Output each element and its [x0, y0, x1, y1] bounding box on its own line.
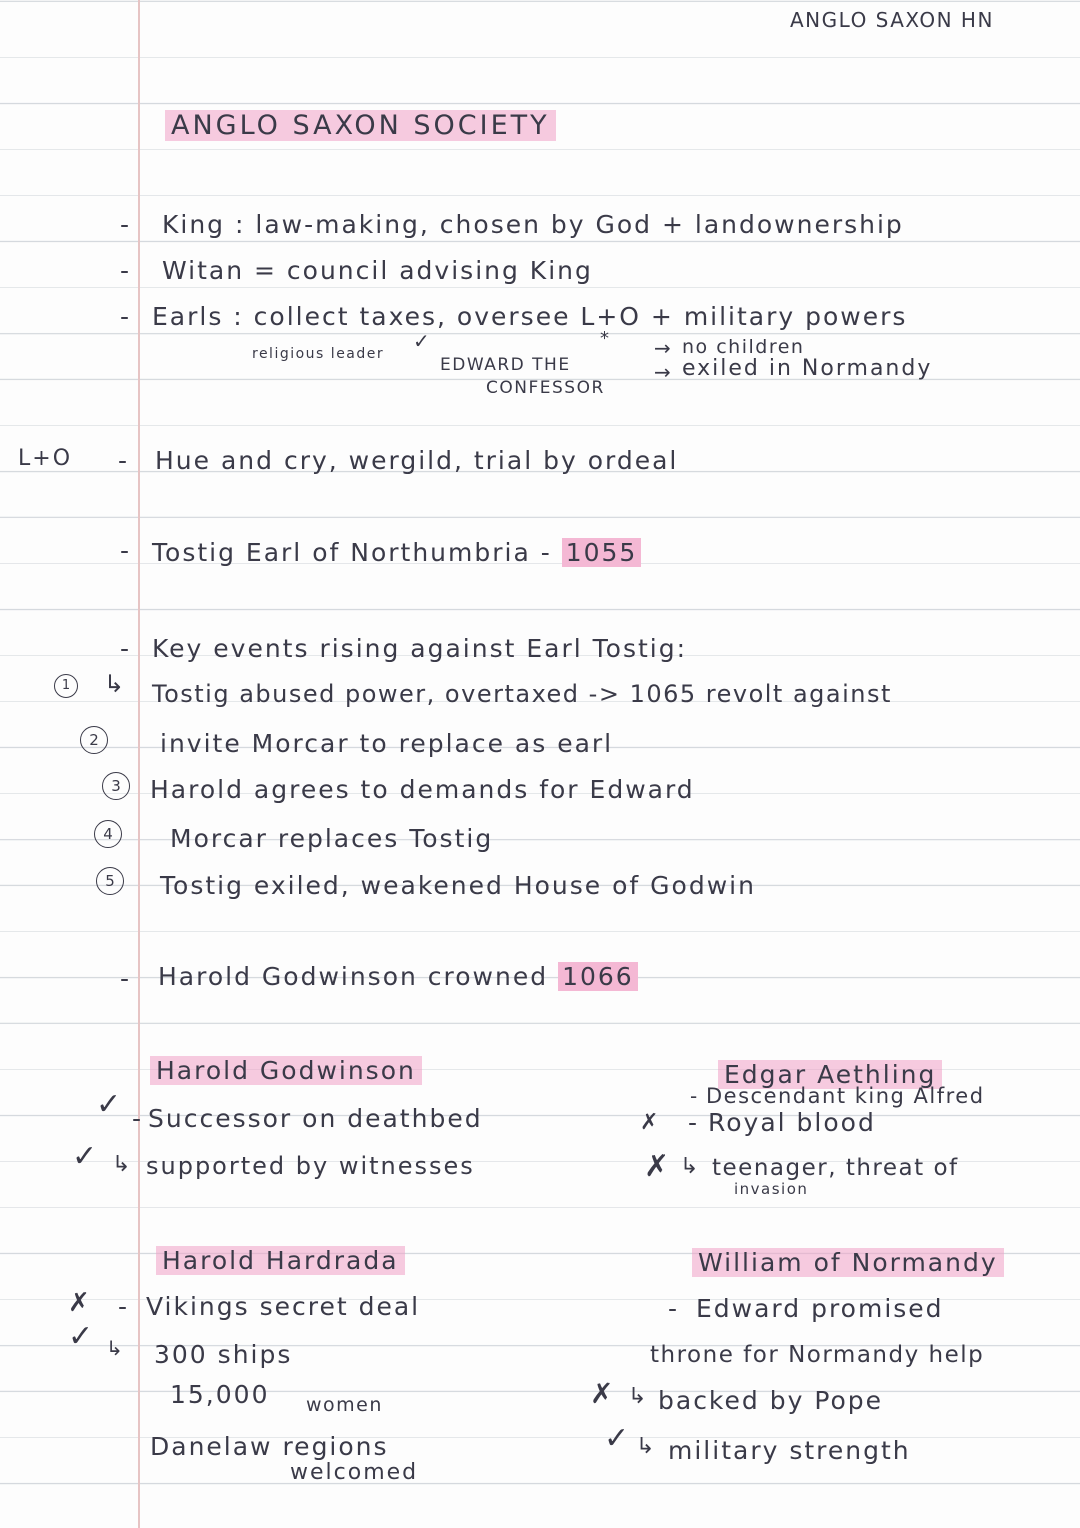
claimant-point: invasion — [734, 1180, 809, 1198]
event-number: 3 — [102, 772, 130, 800]
claimant-point: Successor on deathbed — [148, 1104, 483, 1133]
asterisk-mark: * — [600, 328, 611, 349]
bullet-dash: - — [120, 210, 130, 239]
bullet-dash: - — [120, 256, 130, 285]
claimant-name-godwinson — [150, 1058, 422, 1083]
arrow-right-icon: → — [654, 336, 671, 360]
arrow-branch-icon: ↳ — [106, 1336, 123, 1360]
claimant-point: throne for Normandy help — [650, 1342, 985, 1368]
event-number: 1 — [54, 674, 78, 698]
claimant-point: backed by Pope — [658, 1386, 884, 1415]
bullet-dash: - — [120, 302, 130, 331]
claimant-point: 300 ships — [154, 1340, 293, 1369]
arrow-right-icon: → — [654, 360, 671, 384]
earls-line: Earls : collect taxes, oversee L+O + military powers — [152, 302, 908, 331]
event-item: Harold agrees to demands for Edward — [150, 775, 695, 804]
king-line: King : law-making, chosen by God + landownership — [162, 210, 904, 239]
tostig-line — [152, 540, 641, 565]
bullet-dash: - — [118, 446, 128, 475]
exiled-note: exiled in Normandy — [682, 356, 933, 381]
event-item: Tostig exiled, weakened House of Godwin — [160, 871, 756, 900]
cross-mark: ✗ — [68, 1288, 90, 1318]
bullet-dash: - — [668, 1294, 678, 1323]
arrow-branch-icon: ↳ — [636, 1434, 655, 1459]
lo-margin-label: L+O — [18, 446, 73, 471]
key-events-heading: Key events rising against Earl Tostig: — [152, 634, 688, 663]
arrow-branch-icon: ↳ — [628, 1384, 647, 1409]
tick-mark: ✓ — [413, 329, 432, 353]
year-badge-1055: 1055 — [562, 538, 642, 567]
tostig-text: Tostig Earl of Northumbria - — [152, 538, 552, 567]
bullet-dash: - — [120, 536, 130, 565]
claimant-point: Edward promised — [696, 1294, 944, 1323]
witan-line: Witan = council advising King — [162, 256, 593, 285]
bullet-dash: - — [118, 1292, 128, 1321]
cross-mark: ✗ — [640, 1110, 659, 1135]
cross-mark: ✗ — [644, 1149, 670, 1184]
page-title — [165, 112, 556, 139]
edward-line1: EDWARD THE — [440, 355, 571, 375]
no-children-note: no children — [682, 336, 805, 358]
arrow-branch-icon: ↳ — [104, 670, 125, 698]
event-item: Morcar replaces Tostig — [170, 824, 494, 853]
claimant-name-text: Harold Hardrada — [156, 1246, 405, 1275]
event-number: 2 — [80, 726, 108, 754]
crowned-line — [158, 964, 638, 989]
arrow-branch-icon: ↳ — [680, 1154, 699, 1179]
claimant-point: 15,000 — [170, 1380, 270, 1409]
claimant-name-william — [692, 1250, 1004, 1275]
claimant-name-text: William of Normandy — [692, 1248, 1004, 1277]
arrow-branch-icon: ↳ — [112, 1152, 131, 1177]
page-title-text: ANGLO SAXON SOCIETY — [165, 110, 556, 141]
tick-mark: ✓ — [68, 1319, 94, 1354]
tick-mark: ✓ — [96, 1087, 122, 1122]
event-item: invite Morcar to replace as earl — [160, 729, 614, 758]
corner-title: ANGLO SAXON HN — [790, 8, 994, 32]
claimant-point: women — [306, 1394, 383, 1416]
bullet-dash: - — [688, 1108, 698, 1137]
claimant-name-text: Edgar Aethling — [718, 1060, 942, 1089]
event-number: 4 — [94, 820, 122, 848]
claimant-name-text: Harold Godwinson — [150, 1056, 422, 1085]
claimant-point: teenager, threat of — [712, 1155, 959, 1181]
claimant-point: Royal blood — [708, 1108, 876, 1137]
event-number: 5 — [96, 867, 124, 895]
edward-line2: CONFESSOR — [486, 378, 605, 398]
margin-line — [138, 0, 140, 1528]
bullet-dash: - — [120, 964, 130, 993]
tick-mark: ✓ — [72, 1139, 98, 1174]
claimant-point: military strength — [668, 1436, 911, 1465]
claimant-point: welcomed — [290, 1460, 419, 1485]
crowned-text: Harold Godwinson crowned — [158, 962, 549, 991]
claimant-name-hardrada — [156, 1248, 405, 1273]
bullet-dash: - — [132, 1104, 142, 1133]
claimant-point: Danelaw regions — [150, 1432, 389, 1461]
claimant-point: Vikings secret deal — [146, 1292, 421, 1321]
bullet-dash: - — [690, 1084, 698, 1108]
claimant-point: Descendant king Alfred — [706, 1084, 985, 1108]
year-badge-1066: 1066 — [558, 962, 638, 991]
event-item: Tostig abused power, overtaxed -> 1065 revolt against — [152, 680, 892, 708]
cross-mark: ✗ — [590, 1377, 614, 1410]
bullet-dash: - — [120, 634, 130, 663]
law-order-line: Hue and cry, wergild, trial by ordeal — [155, 446, 679, 475]
tick-mark: ✓ — [604, 1421, 630, 1456]
claimant-point: supported by witnesses — [146, 1152, 475, 1180]
religious-leader-note: religious leader — [252, 346, 385, 362]
